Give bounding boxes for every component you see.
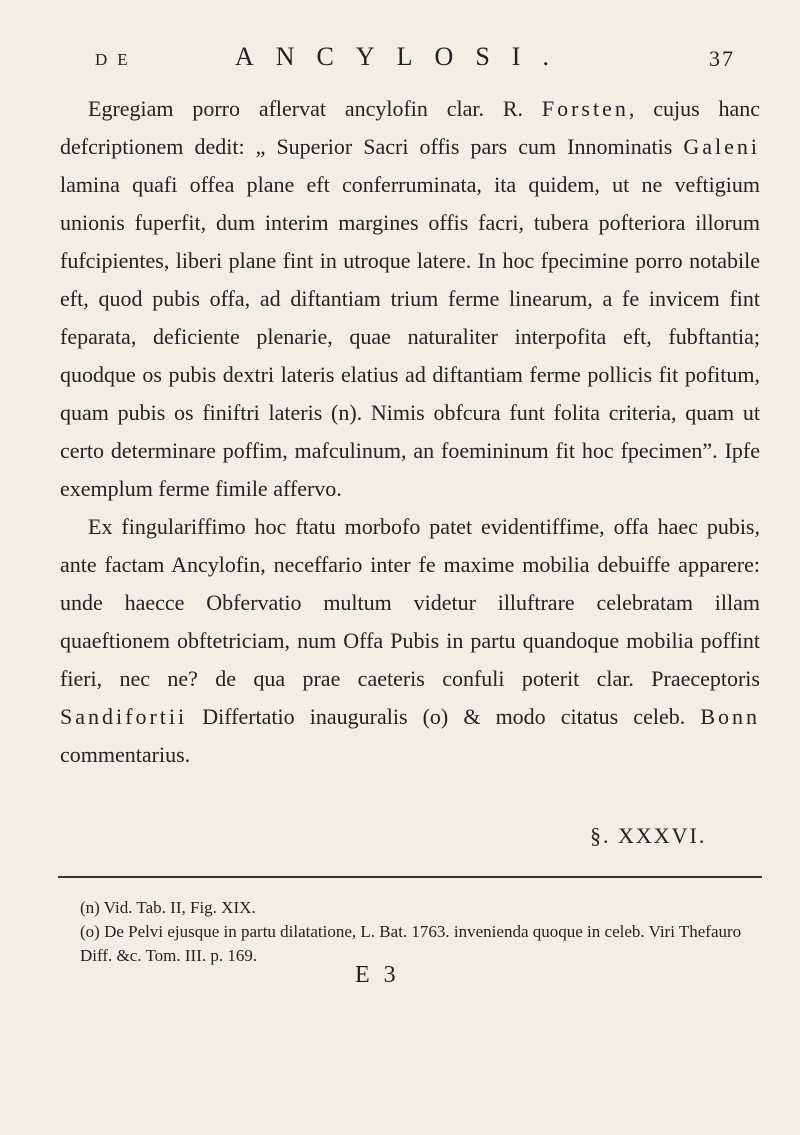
body-text: [60, 90, 760, 774]
paragraph-2-part-5: commentarius.: [60, 742, 191, 767]
paragraph-2-part-1: Ex fingulariffimo hoc ftatu morbofo patet evidentiffime, offa haec pubis, ante factam Ancylofin, neceffario inter fe maxime mobilia debuiffe apparere: unde haecce Obfervatio multum videtur illuftrare celebratam illam quaeftionem obftetriciam, num Offa Pubis in partu quandoque mobilia poffint fieri, nec ne? de qua prae caeteris confuli poterit clar. Praeceptoris: [60, 514, 760, 691]
footnotes: [60, 896, 760, 968]
paragraph-1-part-3: , cujus hanc defcriptionem dedit: „ Superior Sacri offis pars cum Innominatis: [60, 96, 760, 159]
section-heading: §. XXXVI.: [590, 823, 707, 848]
author-name-galeni: Galeni: [683, 134, 760, 159]
footnote-o: (o) De Pelvi ejusque in partu dilatatione, L. Bat. 1763. invenienda quoque in celeb. Viri Thefauro Diff. &c. Tom. III. p. 169.: [80, 922, 742, 965]
paragraph-2-part-3: Differtatio inauguralis (o) & modo citatus celeb.: [187, 704, 701, 729]
running-head-title: ANCYLOSI.: [235, 42, 571, 71]
footnote-n: (n) Vid. Tab. II, Fig. XIX.: [80, 898, 256, 917]
page-number: 37: [709, 46, 735, 71]
author-name-forsten: Forsten: [541, 96, 629, 121]
paragraph-1: [60, 90, 760, 508]
footnote-divider: [58, 876, 762, 878]
paragraph-2: [60, 508, 760, 774]
signature-mark: E 3: [355, 962, 400, 988]
running-head: [95, 42, 735, 82]
author-name-bonn: Bonn: [700, 704, 760, 729]
author-name-sandifortii: Sandifortii: [60, 704, 188, 729]
running-head-left: DE: [95, 50, 138, 69]
paragraph-1-part-5: lamina quafi offea plane eft conferruminata, ita quidem, ut ne veftigium unionis fuperfit, dum interim margines offis facri, tubera pofteriora illorum fufcipientes, liberi plane fint in utroque latere. In hoc fpecimine porro notabile eft, quod pubis offa, ad diftantiam trium ferme linearum, a fe invicem fint feparata, deficiente plenarie, quae naturaliter interpofita eft, fubftantia; quodque os pubis dextri lateris elatius ad diftantiam ferme pollicis fit pofitum, quam pubis os finiftri lateris (n). Nimis obfcura funt folita criteria, quam ut certo determinare poffim, mafculinum, an foemininum fit hoc fpecimen”. Ipfe exemplum ferme fimile affervo.: [60, 172, 760, 501]
paragraph-1-part-1: Egregiam porro aflervat ancylofin clar. R.: [88, 96, 542, 121]
